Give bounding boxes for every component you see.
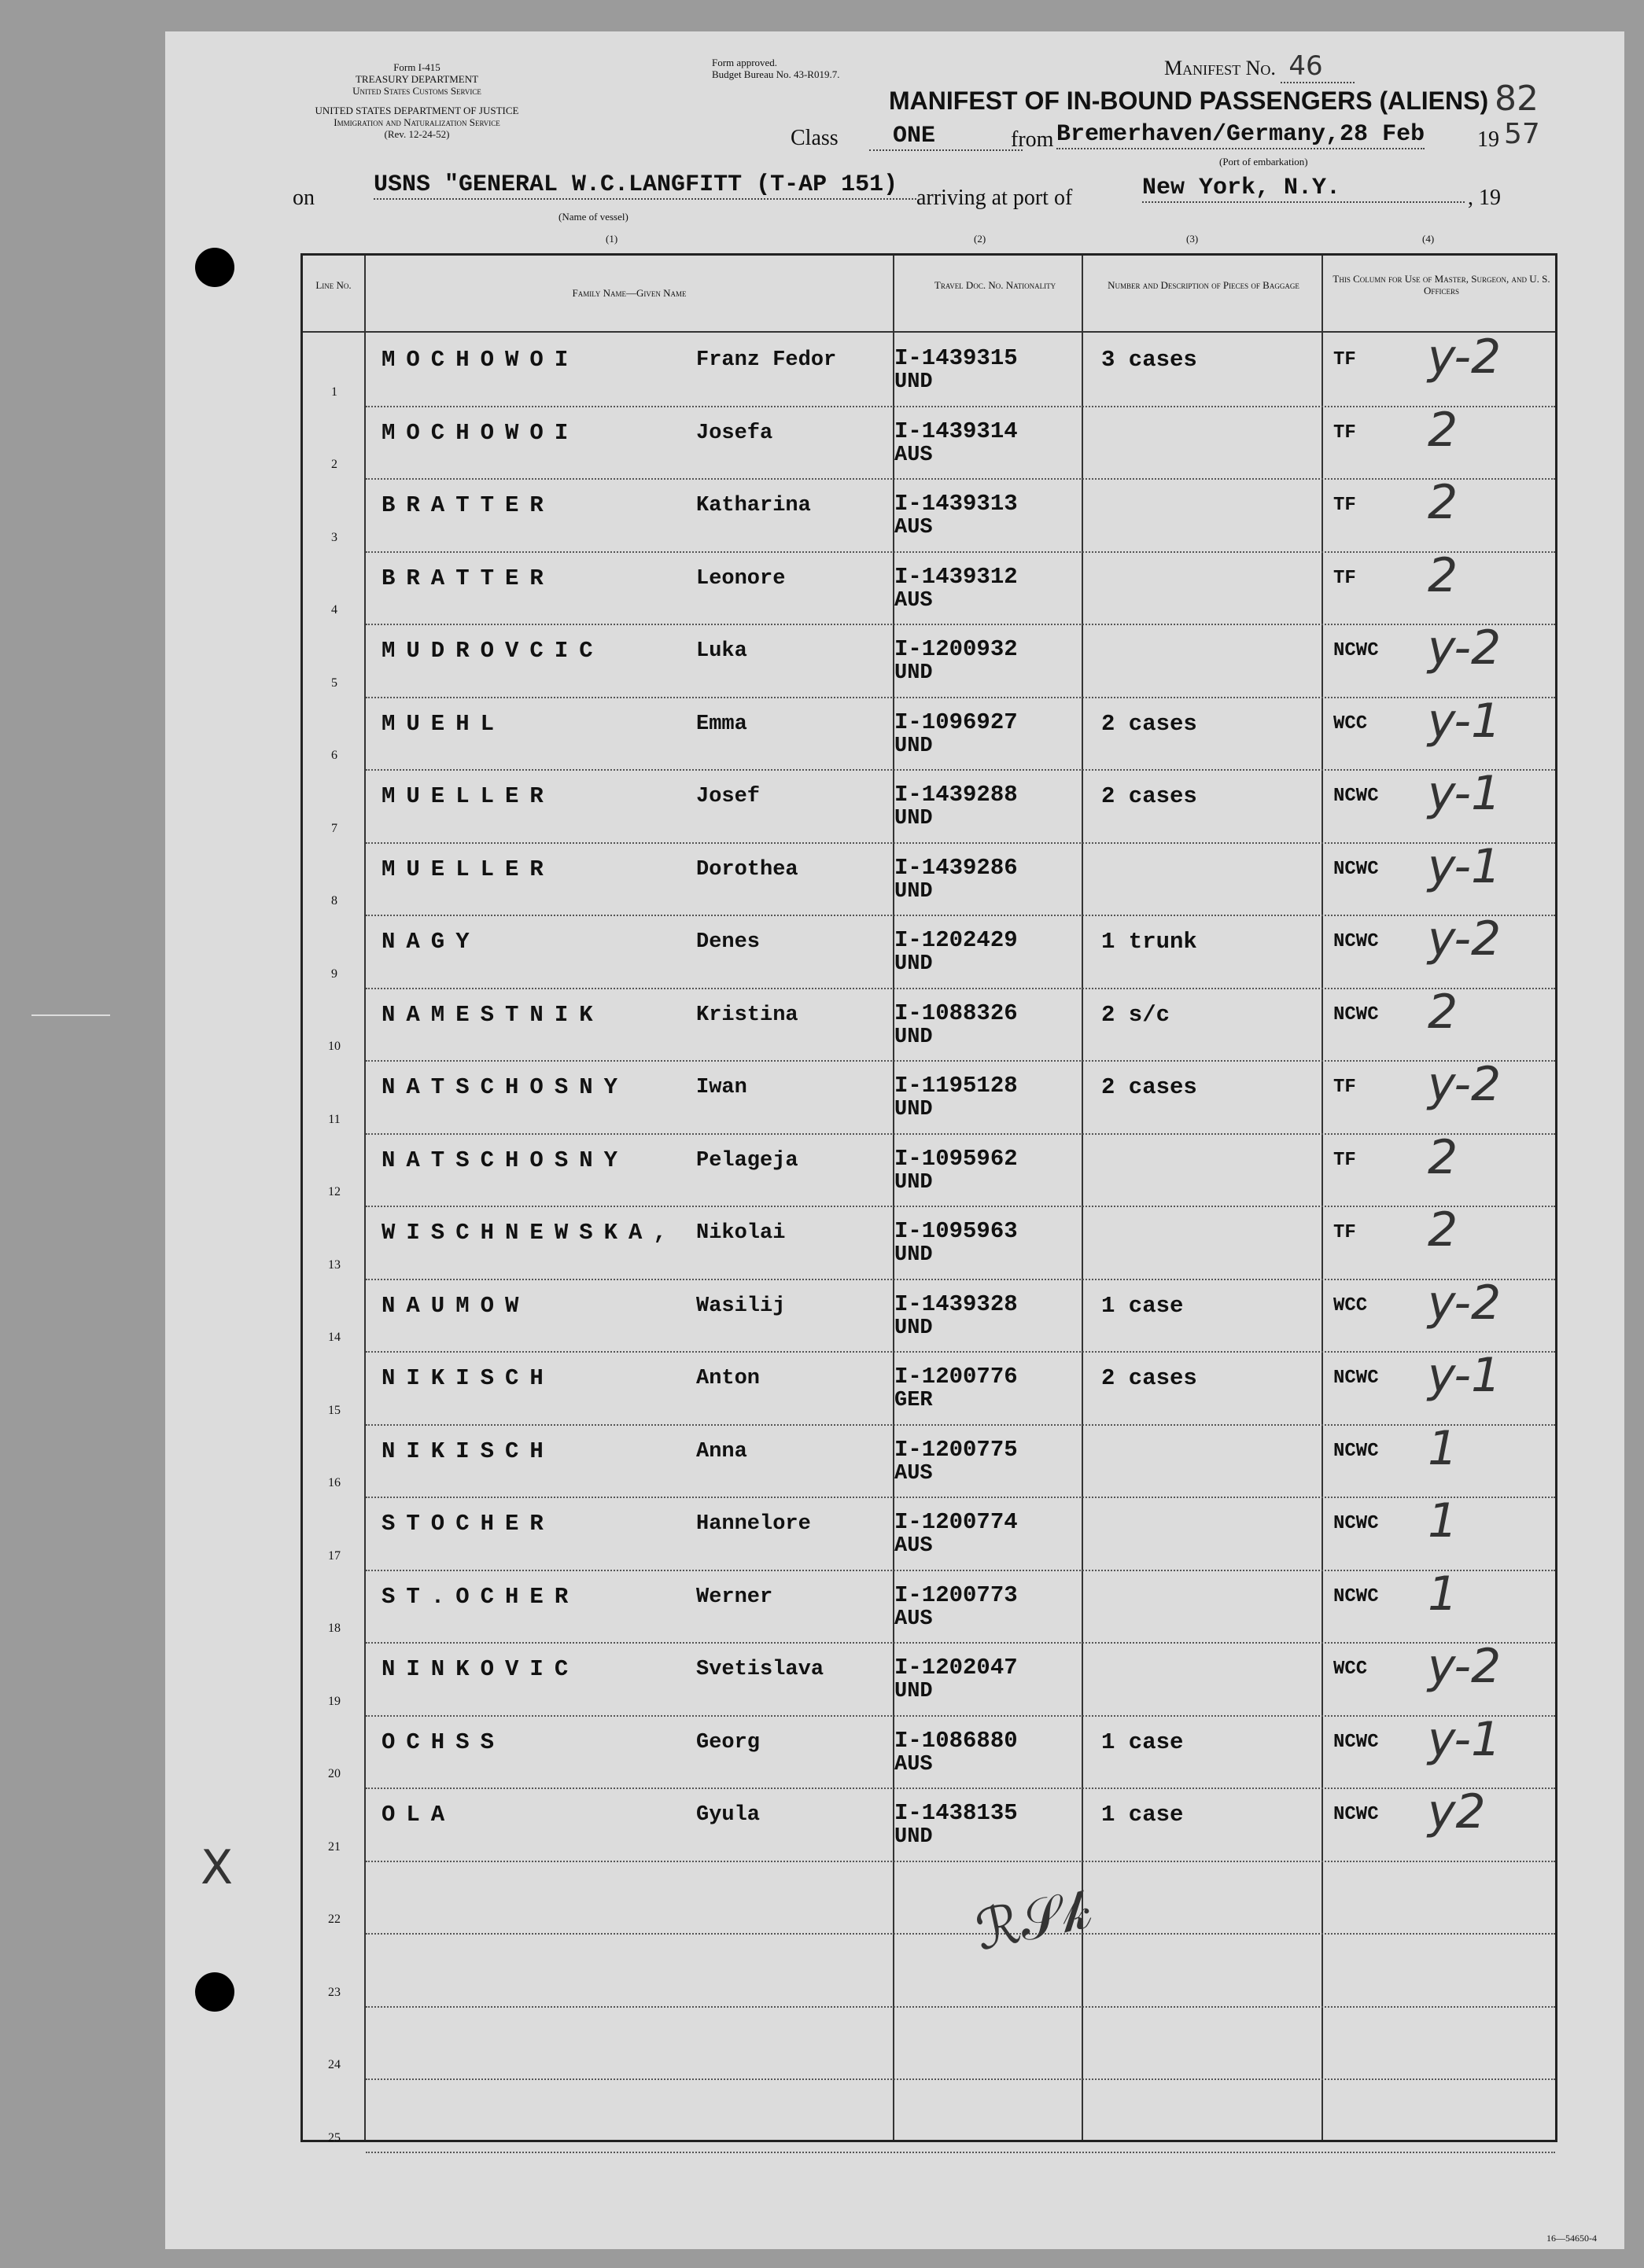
officer-mark: 2 (1428, 984, 1458, 1040)
embarkation-port: Bremerhaven/Germany,28 Feb (1056, 121, 1425, 148)
nationality: UND (894, 807, 933, 830)
on-label: on (293, 186, 315, 210)
given-name: Dorothea (696, 857, 798, 882)
header-divider (303, 331, 1555, 333)
officer-mark: 1 (1428, 1420, 1458, 1476)
table-row (303, 911, 1555, 991)
officer-mark: y-2 (1428, 911, 1502, 966)
officer-code: TF (1333, 1222, 1356, 1243)
travel-doc-number: I-1439286 (894, 854, 1018, 881)
officer-code: NCWC (1333, 1440, 1379, 1462)
line-number: 24 (328, 2058, 341, 2071)
officer-mark: y-1 (1428, 1711, 1502, 1767)
travel-doc-number: I-1439315 (894, 345, 1018, 371)
line-number: 5 (331, 676, 337, 690)
officer-code: NCWC (1333, 786, 1379, 807)
given-name: Emma (696, 712, 747, 736)
header-baggage: Number and Description of Pieces of Baggage (1108, 279, 1299, 291)
officer-code: NCWC (1333, 1804, 1379, 1825)
form-left-block: Form I-415 TREASURY DEPARTMENT United States Customs Service UNITED STATES DEPARTMENT OF JUSTICE Immigration and Naturalization Service (Rev. 12-24-52) (315, 61, 519, 140)
nationality: AUS (894, 443, 933, 467)
col-number-2: (2) (974, 233, 986, 245)
nationality: UND (894, 1825, 933, 1849)
officer-code: TF (1333, 1077, 1356, 1098)
family-name: BRATTER (382, 565, 555, 591)
table-row (303, 1057, 1555, 1136)
travel-doc-number: I-1088326 (894, 1000, 1018, 1026)
nationality: UND (894, 1025, 933, 1049)
officer-code: NCWC (1333, 931, 1379, 952)
nationality: AUS (894, 1534, 933, 1558)
line-number: 11 (328, 1112, 341, 1126)
given-name: Franz Fedor (696, 348, 837, 372)
line-number: 17 (328, 1548, 341, 1563)
table-row (303, 475, 1555, 554)
baggage: 1 case (1101, 1802, 1184, 1828)
nationality: UND (894, 734, 933, 758)
table-row (303, 1566, 1555, 1646)
table-row (303, 1784, 1555, 1864)
given-name: Werner (696, 1585, 773, 1609)
officer-mark: y-1 (1428, 693, 1502, 749)
table-row (303, 1420, 1555, 1500)
line-number: 19 (328, 1694, 341, 1708)
officer-mark: 2 (1428, 547, 1458, 603)
officer-mark: y2 (1428, 1784, 1486, 1839)
officer-mark: y-2 (1428, 1639, 1502, 1694)
travel-doc-number: I-1200776 (894, 1364, 1018, 1390)
given-name: Anna (696, 1439, 747, 1464)
table-row (303, 984, 1555, 1064)
officer-mark: 1 (1428, 1566, 1458, 1622)
row-divider (366, 2152, 1555, 2154)
officer-mark: y-2 (1428, 1057, 1502, 1112)
line-number: 16 (328, 1476, 341, 1489)
officer-mark: y-2 (1428, 1275, 1502, 1331)
family-name: NAGY (382, 929, 481, 955)
line-number: 8 (331, 894, 337, 908)
officer-code: NCWC (1333, 1731, 1379, 1753)
travel-doc-number: I-1439314 (894, 418, 1018, 444)
page-number: 82 (1495, 79, 1539, 119)
family-name: WISCHNEWSKA, (382, 1220, 678, 1246)
given-name: Josef (696, 785, 761, 808)
travel-doc-number: I-1439313 (894, 491, 1018, 517)
nationality: UND (894, 952, 933, 976)
table-row (303, 1129, 1555, 1209)
nationality: UND (894, 370, 933, 394)
year-value: 57 (1504, 118, 1540, 150)
travel-doc-number: I-1086880 (894, 1727, 1018, 1754)
baggage: 2 cases (1101, 710, 1197, 737)
officer-mark: y-1 (1428, 838, 1502, 894)
form-title: MANIFEST OF IN-BOUND PASSENGERS (ALIENS) (889, 87, 1489, 115)
given-name: Pelageja (696, 1148, 798, 1173)
officer-code: NCWC (1333, 858, 1379, 880)
table-row (303, 1711, 1555, 1791)
punch-hole (195, 1972, 234, 2012)
form-approval: Form approved. Budget Bureau No. 43-R019.7. (712, 57, 840, 80)
baggage: 2 s/c (1101, 1001, 1170, 1028)
nationality: UND (894, 1243, 933, 1267)
baggage: 2 cases (1101, 1365, 1197, 1391)
arrival-port: New York, N.Y. (1142, 175, 1465, 203)
officer-mark: y-1 (1428, 1348, 1502, 1403)
table-row (303, 1275, 1555, 1355)
col-number-4: (4) (1422, 233, 1435, 245)
officer-mark: 2 (1428, 475, 1458, 530)
baggage: 1 trunk (1101, 929, 1197, 955)
family-name: MUEHL (382, 710, 506, 737)
line-number: 13 (328, 1257, 341, 1272)
officer-code: WCC (1333, 712, 1368, 735)
line-number: 14 (328, 1331, 341, 1344)
officer-code: TF (1333, 422, 1356, 444)
line-number: 6 (331, 749, 337, 762)
arriving-label: arriving at port of (916, 186, 1073, 210)
family-name: NATSCHOSNY (382, 1074, 629, 1100)
travel-doc-number: I-1195128 (894, 1073, 1018, 1099)
officer-code: TF (1333, 1149, 1356, 1171)
travel-doc-number: I-1096927 (894, 709, 1018, 735)
given-name: Anton (696, 1367, 761, 1390)
nationality: UND (894, 1098, 933, 1121)
family-name: OCHSS (382, 1729, 506, 1755)
line-number: 15 (328, 1403, 341, 1417)
baggage: 3 cases (1101, 347, 1197, 373)
officer-mark: 2 (1428, 1202, 1458, 1257)
travel-doc-number: I-1095963 (894, 1218, 1018, 1244)
header-officers: This Column for Use of Master, Surgeon, and U. S. Officers (1333, 273, 1550, 296)
table-row (303, 693, 1555, 773)
line-number: 23 (328, 1985, 341, 1999)
table-row (303, 1348, 1555, 1427)
family-name: NAMESTNIK (382, 1001, 604, 1028)
table-row (303, 1639, 1555, 1718)
header-travel-doc: Travel Doc. No. Nationality (934, 279, 1056, 291)
nationality: AUS (894, 1752, 933, 1776)
nationality: AUS (894, 516, 933, 539)
table-row (303, 1202, 1555, 1282)
nationality: GER (894, 1389, 933, 1412)
table-row (303, 1935, 1555, 2009)
family-name: NATSCHOSNY (382, 1147, 629, 1173)
family-name: BRATTER (382, 492, 555, 518)
line-number: 2 (331, 458, 337, 471)
line-number: 22 (328, 1913, 341, 1926)
manifest-number-line: Manifest No. 46 (1164, 50, 1355, 82)
officer-mark: y-2 (1428, 330, 1502, 385)
given-name: Gyula (696, 1803, 761, 1827)
officer-code: NCWC (1333, 1585, 1379, 1607)
given-name: Katharina (696, 494, 811, 517)
header-name: Family Name—Given Name (572, 287, 687, 299)
given-name: Leonore (696, 566, 786, 591)
family-name: STOCHER (382, 1511, 555, 1537)
family-name: MOCHOWOI (382, 347, 580, 373)
travel-doc-number: I-1439312 (894, 563, 1018, 590)
col-number-3: (3) (1186, 233, 1199, 245)
year-prefix: 19 (1477, 127, 1499, 152)
family-name: NIKISCH (382, 1365, 555, 1391)
family-name: NAUMOW (382, 1292, 530, 1319)
nationality: UND (894, 879, 933, 904)
handwritten-signature: ℛ𝒮𝓀 (969, 1876, 1097, 1964)
table-row (303, 2008, 1555, 2082)
line-number: 25 (328, 2130, 341, 2145)
table-row (303, 330, 1555, 409)
given-name: Denes (696, 930, 761, 954)
given-name: Nikolai (696, 1221, 786, 1245)
nationality: AUS (894, 1461, 933, 1486)
line-number: 9 (331, 966, 337, 981)
travel-doc-number: I-1200774 (894, 1509, 1018, 1535)
given-name: Kristina (696, 1003, 798, 1027)
given-name: Luka (696, 639, 747, 663)
travel-doc-number: I-1438135 (894, 1800, 1018, 1826)
travel-doc-number: I-1202047 (894, 1655, 1018, 1681)
travel-doc-number: I-1202429 (894, 927, 1018, 953)
class-value: ONE (869, 123, 1023, 151)
travel-doc-number: I-1095962 (894, 1145, 1018, 1172)
officer-code: TF (1333, 349, 1356, 370)
officer-mark: 2 (1428, 402, 1458, 458)
travel-doc-number: I-1200775 (894, 1436, 1018, 1463)
officer-code: WCC (1333, 1294, 1368, 1316)
line-number: 20 (328, 1767, 341, 1780)
baggage: 1 case (1101, 1729, 1184, 1755)
officer-mark: y-2 (1428, 620, 1502, 676)
travel-doc-number: I-1439328 (894, 1290, 1018, 1317)
baggage: 1 case (1101, 1292, 1184, 1319)
line-number: 4 (331, 603, 337, 617)
port-caption: (Port of embarkation) (1219, 156, 1308, 168)
vessel-caption: (Name of vessel) (558, 211, 628, 223)
nationality: AUS (894, 588, 933, 613)
table-row (303, 766, 1555, 845)
nationality: UND (894, 661, 933, 685)
officer-code: TF (1333, 567, 1356, 589)
given-name: Josefa (696, 421, 773, 445)
header-line-no: Line No. (315, 279, 352, 291)
given-name: Svetislava (696, 1658, 824, 1681)
nationality: AUS (894, 1607, 933, 1631)
line-number: 1 (331, 385, 337, 399)
officer-code: NCWC (1333, 1368, 1379, 1389)
nationality: UND (894, 1680, 933, 1703)
table-row (303, 1493, 1555, 1573)
col-number-1: (1) (606, 233, 618, 245)
footer-code: 16—54650-4 (1546, 2233, 1597, 2244)
family-name: MUELLER (382, 856, 555, 882)
travel-doc-number: I-1200932 (894, 636, 1018, 662)
baggage: 2 cases (1101, 1074, 1197, 1100)
given-name: Wasilij (696, 1294, 786, 1318)
line-number: 7 (331, 821, 337, 835)
officer-code: TF (1333, 495, 1356, 516)
officer-mark: y-1 (1428, 766, 1502, 821)
line-number: 18 (328, 1622, 341, 1635)
from-label: from (1011, 127, 1054, 152)
table-row (303, 838, 1555, 919)
table-row (303, 1862, 1555, 1937)
family-name: MUELLER (382, 783, 555, 809)
side-mark: X (201, 1840, 234, 1895)
travel-doc-number: I-1439288 (894, 782, 1018, 808)
line-number: 21 (328, 1839, 341, 1854)
officer-mark: 1 (1428, 1493, 1458, 1548)
family-name: MOCHOWOI (382, 419, 580, 446)
officer-code: NCWC (1333, 1003, 1379, 1025)
punch-hole (195, 248, 234, 287)
table-row (303, 547, 1555, 628)
class-label: Class (791, 126, 839, 150)
table-row (303, 402, 1555, 482)
officer-code: WCC (1333, 1659, 1368, 1680)
passenger-table (300, 253, 1557, 2145)
officer-mark: 2 (1428, 1129, 1458, 1185)
arrival-year-prefix: , 19 (1468, 186, 1501, 210)
line-number: 3 (331, 530, 337, 544)
baggage: 2 cases (1101, 783, 1197, 809)
family-name: MUDROVCIC (382, 638, 604, 664)
table-row (303, 2080, 1555, 2155)
line-number: 10 (328, 1040, 341, 1053)
officer-code: NCWC (1333, 640, 1379, 661)
nationality: UND (894, 1316, 933, 1340)
scan-mark (31, 1014, 110, 1016)
table-row (303, 620, 1555, 700)
manifest-number: 46 (1281, 50, 1354, 83)
nationality: UND (894, 1170, 933, 1195)
travel-doc-number: I-1200773 (894, 1581, 1018, 1608)
officer-code: NCWC (1333, 1513, 1379, 1534)
given-name: Iwan (696, 1076, 747, 1099)
line-number: 12 (328, 1185, 341, 1198)
family-name: NINKOVIC (382, 1656, 580, 1682)
family-name: ST.OCHER (382, 1583, 580, 1610)
vessel-name: USNS "GENERAL W.C.LANGFITT (T-AP 151) (374, 171, 916, 200)
family-name: OLA (382, 1802, 456, 1828)
given-name: Georg (696, 1730, 761, 1754)
given-name: Hannelore (696, 1512, 811, 1536)
family-name: NIKISCH (382, 1438, 555, 1464)
